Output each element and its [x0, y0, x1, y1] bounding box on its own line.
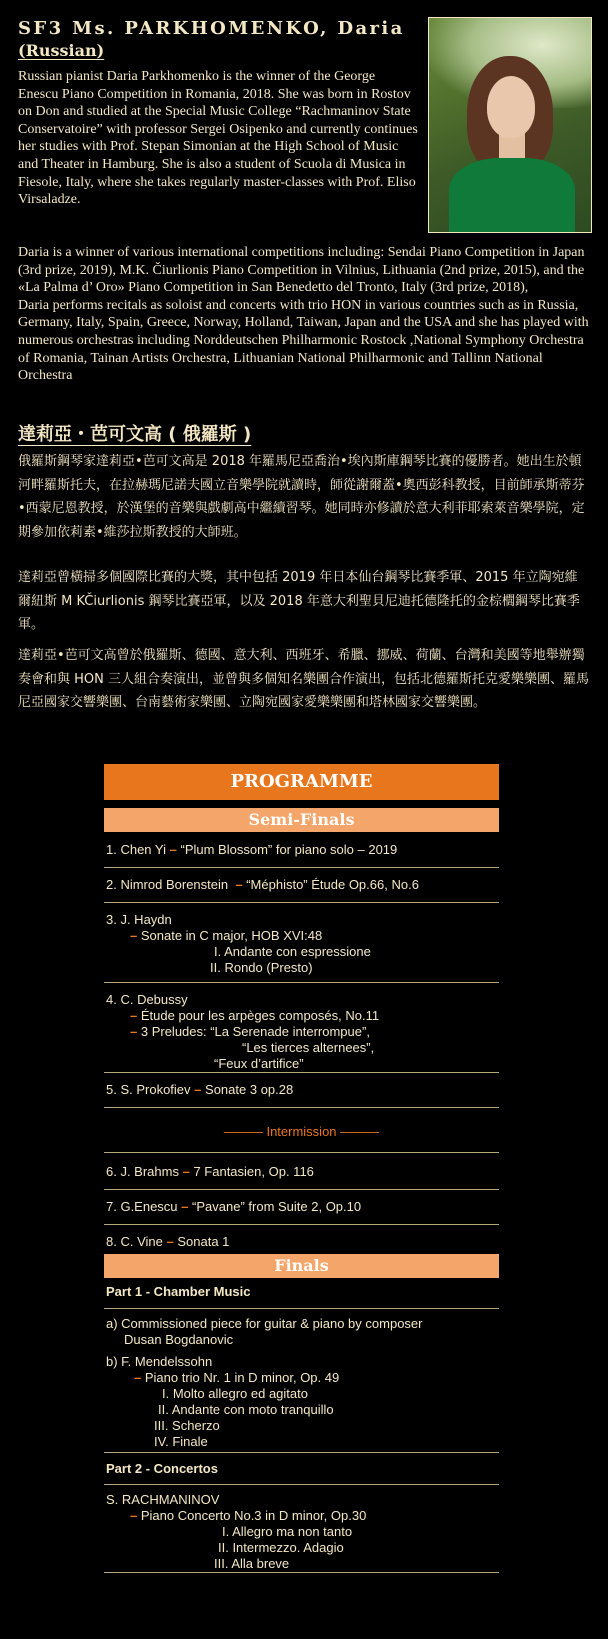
finals-item-b: b) F. Mendelssohn – Piano trio Nr. 1 in D minor, Op. 49 I. Molto allegro ed agitato II. Andante con moto tranquillo III. Scherzo IV. Finale [106, 1354, 340, 1449]
divider [104, 1107, 499, 1108]
performer-nationality: (Russian) [18, 41, 105, 60]
performer-header [18, 18, 418, 62]
programme-item-3: 3. J. Haydn – Sonate in C major, HOB XVI:48 I. Andante con espressione II. Rondo (Presto) [106, 912, 371, 975]
divider [104, 1189, 499, 1190]
bio-zh-title: 達莉亞・芭可文高 ( 俄羅斯 ) [18, 424, 252, 445]
divider [104, 1452, 499, 1453]
divider [104, 902, 499, 903]
intermission-label: ——— Intermission ——— [223, 1124, 380, 1139]
performer-name: SF3 Ms. PARKHOMENKO, Daria [18, 18, 405, 39]
programme-item-2: 2. Nimrod Borenstein – “Méphisto” Étude Op.66, No.6 [106, 877, 419, 892]
finals-title: Finals [104, 1254, 499, 1278]
programme-item-4: 4. C. Debussy – Étude pour les arpèges composés, No.11 – 3 Preludes: “La Serenade interrompue”, “Les tierces alternees”, “Feux d’artifice” [106, 992, 380, 1071]
performer-photo [428, 17, 592, 233]
finals-item-c: S. RACHMANINOV – Piano Concerto No.3 in D minor, Op.30 I. Allegro ma non tanto II. Intermezzo. Adagio III. Alla breve [106, 1492, 367, 1571]
divider [104, 1072, 499, 1073]
bio-zh-paragraph-3: 達莉亞•芭可文高曾於俄羅斯、德國、意大利、西班牙、希臘、挪威、荷蘭、台灣和美國等地舉辦獨奏會和與 HON 三人組合奏演出，並曾與多個知名樂團合作演出，包括北德羅斯托克愛樂樂團、羅馬尼亞國家交響樂團、台南藝術家樂團、立陶宛國家愛樂樂團和塔林國家交響樂團。 [18, 648, 589, 710]
programme-item-7: 7. G.Enescu – “Pavane” from Suite 2, Op.10 [106, 1199, 362, 1214]
semifinals-title: Semi-Finals [104, 808, 499, 832]
bio-en-paragraph-2: Daria is a winner of various international competitions including: Sendai Piano Competition in Japan (3rd prize, 2019), M.K. Čiurlionis Piano Competition in Vilnius, Lithuania (2nd prize, 2015), and the «La Palma d’ Oro» Piano Competition in San Benedetto del Tronto, Italy (3rd prize, 2018), [18, 245, 585, 296]
finals-part-1-title: Part 1 - Chamber Music [106, 1284, 251, 1299]
finals-item-a: a) Commissioned piece for guitar & piano by composer Dusan Bogdanovic [106, 1316, 423, 1347]
bio-en-paragraph-1: Russian pianist Daria Parkhomenko is the winner of the George Enescu Piano Competition in Romania, 2018. She was born in Rostov on Don and studied at the Special Music College “Rachmaninov State Conservatoire” with professor Sergei Osipenko and currently continues her studies with Prof. Stepan Simonian at the High School of Music and Theater in Hamburg. She is also a student of Scuola di Musica in Fiesole, Italy, where she takes regularly master-classes with Prof. Eliso Virsaladze. [18, 69, 418, 208]
divider [104, 1308, 499, 1309]
programme-item-8: 8. C. Vine – Sonata 1 [106, 1234, 230, 1249]
bio-en-paragraphs [18, 244, 590, 385]
programme-item-1: 1. Chen Yi – “Plum Blossom” for piano solo – 2019 [106, 842, 398, 857]
bio-zh-paragraph-1: 俄羅斯鋼琴家達莉亞•芭可文高是 2018 年羅馬尼亞喬治•埃內斯庫鋼琴比賽的優勝者。她出生於頓河畔羅斯托夫，在拉赫瑪尼諾夫國立音樂學院就讀時，師從謝爾蓋•奧西彭科教授，目前師承斯蒂芬•西蒙尼恩教授，於漢堡的音樂與戲劇高中繼續習琴。她同時亦修讀於意大利菲耶索萊音樂學院，定期參加依莉素•維莎拉斯教授的大師班。 [18, 454, 585, 540]
bio-zh-paragraph-2: 達莉亞曾橫掃多個國際比賽的大獎，其中包括 2019 年日本仙台鋼琴比賽季軍、2015 年立陶宛維爾紐斯 M KČiurlionis 鋼琴比賽亞軍，以及 2018 年意大利聖貝尼迪托德隆托的金棕櫚鋼琴比賽季軍。 [18, 570, 580, 632]
programme-item-5: 5. S. Prokofiev – Sonate 3 op.28 [106, 1082, 294, 1097]
divider [104, 867, 499, 868]
finals-part-2-title: Part 2 - Concertos [106, 1461, 218, 1476]
divider [104, 1484, 499, 1485]
divider [104, 1224, 499, 1225]
programme-title: PROGRAMME [104, 764, 499, 800]
divider [104, 1152, 499, 1153]
divider [104, 1572, 499, 1573]
divider [104, 982, 499, 983]
programme-item-6: 6. J. Brahms – 7 Fantasien, Op. 116 [106, 1164, 314, 1179]
bio-en-paragraph-3: Daria performs recitals as soloist and concerts with trio HON in various countries such as in Russia, Germany, Italy, Spain, Greece, Norway, Holland, Taiwan, Japan and the USA and she has played with numerous orchestras including Norddeutschen Philharmonic Rostock ,National Symphony Orchestra of Romania, Tainan Artists Orchestra, Lithuanian National Philharmonic and Tallinn National Orchestra [18, 297, 589, 384]
